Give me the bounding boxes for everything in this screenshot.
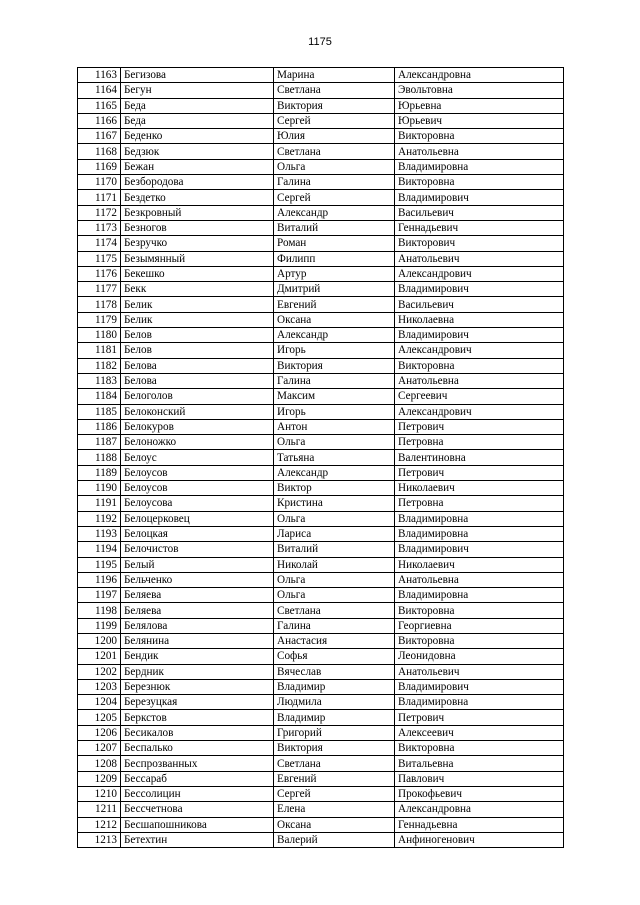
patronymic-cell: Юрьевна xyxy=(395,98,564,113)
row-number-cell: 1211 xyxy=(78,802,121,817)
first-name-cell: Александр xyxy=(274,465,395,480)
patronymic-cell: Владимирович xyxy=(395,542,564,557)
patronymic-cell: Петрович xyxy=(395,710,564,725)
row-number-cell: 1190 xyxy=(78,481,121,496)
first-name-cell: Артур xyxy=(274,266,395,281)
patronymic-cell: Юрьевич xyxy=(395,113,564,128)
patronymic-cell: Васильевич xyxy=(395,297,564,312)
first-name-cell: Ольга xyxy=(274,511,395,526)
row-number-cell: 1187 xyxy=(78,435,121,450)
last-name-cell: Белоножко xyxy=(121,435,274,450)
row-number-cell: 1188 xyxy=(78,450,121,465)
table-row xyxy=(78,98,564,113)
table-row xyxy=(78,664,564,679)
first-name-cell: Людмила xyxy=(274,695,395,710)
patronymic-cell: Васильевич xyxy=(395,205,564,220)
row-number-cell: 1207 xyxy=(78,741,121,756)
patronymic-cell: Викторовна xyxy=(395,741,564,756)
last-name-cell: Бердник xyxy=(121,664,274,679)
row-number-cell: 1163 xyxy=(78,68,121,83)
patronymic-cell: Николаевна xyxy=(395,312,564,327)
last-name-cell: Бельченко xyxy=(121,572,274,587)
table-row xyxy=(78,542,564,557)
first-name-cell: Оксана xyxy=(274,817,395,832)
last-name-cell: Бежан xyxy=(121,159,274,174)
first-name-cell: Сергей xyxy=(274,786,395,801)
table-row xyxy=(78,435,564,450)
row-number-cell: 1183 xyxy=(78,373,121,388)
table-row xyxy=(78,68,564,83)
row-number-cell: 1182 xyxy=(78,358,121,373)
table-row xyxy=(78,83,564,98)
table-row xyxy=(78,832,564,847)
first-name-cell: Ольга xyxy=(274,435,395,450)
row-number-cell: 1198 xyxy=(78,603,121,618)
last-name-cell: Бетехтин xyxy=(121,832,274,847)
patronymic-cell: Владимировна xyxy=(395,695,564,710)
last-name-cell: Белов xyxy=(121,343,274,358)
last-name-cell: Белик xyxy=(121,297,274,312)
last-name-cell: Белоцерковец xyxy=(121,511,274,526)
first-name-cell: Виктория xyxy=(274,98,395,113)
table-row xyxy=(78,129,564,144)
row-number-cell: 1166 xyxy=(78,113,121,128)
row-number-cell: 1176 xyxy=(78,266,121,281)
last-name-cell: Беркстов xyxy=(121,710,274,725)
row-number-cell: 1200 xyxy=(78,633,121,648)
row-number-cell: 1179 xyxy=(78,312,121,327)
patronymic-cell: Петровна xyxy=(395,496,564,511)
last-name-cell: Бесшапошникова xyxy=(121,817,274,832)
row-number-cell: 1177 xyxy=(78,282,121,297)
table-row xyxy=(78,236,564,251)
first-name-cell: Кристина xyxy=(274,496,395,511)
first-name-cell: Юлия xyxy=(274,129,395,144)
patronymic-cell: Анатольевна xyxy=(395,144,564,159)
first-name-cell: Владимир xyxy=(274,710,395,725)
first-name-cell: Марина xyxy=(274,68,395,83)
table-row xyxy=(78,389,564,404)
patronymic-cell: Валентиновна xyxy=(395,450,564,465)
last-name-cell: Белочистов xyxy=(121,542,274,557)
last-name-cell: Беда xyxy=(121,113,274,128)
last-name-cell: Белова xyxy=(121,373,274,388)
row-number-cell: 1181 xyxy=(78,343,121,358)
table-row xyxy=(78,633,564,648)
last-name-cell: Белоус xyxy=(121,450,274,465)
first-name-cell: Дмитрий xyxy=(274,282,395,297)
table-row xyxy=(78,266,564,281)
first-name-cell: Ольга xyxy=(274,159,395,174)
patronymic-cell: Владимирович xyxy=(395,328,564,343)
table-row xyxy=(78,649,564,664)
table-row xyxy=(78,159,564,174)
last-name-cell: Безногов xyxy=(121,220,274,235)
row-number-cell: 1186 xyxy=(78,419,121,434)
patronymic-cell: Анатольевич xyxy=(395,664,564,679)
patronymic-cell: Петрович xyxy=(395,465,564,480)
last-name-cell: Белоусов xyxy=(121,465,274,480)
table-row xyxy=(78,465,564,480)
last-name-cell: Беспалько xyxy=(121,741,274,756)
table-row xyxy=(78,282,564,297)
row-number-cell: 1212 xyxy=(78,817,121,832)
first-name-cell: Филипп xyxy=(274,251,395,266)
first-name-cell: Светлана xyxy=(274,756,395,771)
first-name-cell: Анастасия xyxy=(274,633,395,648)
row-number-cell: 1173 xyxy=(78,220,121,235)
last-name-cell: Белоусова xyxy=(121,496,274,511)
patronymic-cell: Эвольтовна xyxy=(395,83,564,98)
table-row xyxy=(78,603,564,618)
first-name-cell: Александр xyxy=(274,328,395,343)
patronymic-cell: Викторовна xyxy=(395,603,564,618)
first-name-cell: Максим xyxy=(274,389,395,404)
table-row xyxy=(78,251,564,266)
patronymic-cell: Александрович xyxy=(395,404,564,419)
row-number-cell: 1203 xyxy=(78,679,121,694)
patronymic-cell: Анфиногенович xyxy=(395,832,564,847)
patronymic-cell: Викторович xyxy=(395,236,564,251)
table-row xyxy=(78,695,564,710)
row-number-cell: 1165 xyxy=(78,98,121,113)
first-name-cell: Александр xyxy=(274,205,395,220)
first-name-cell: Елена xyxy=(274,802,395,817)
patronymic-cell: Владимировна xyxy=(395,526,564,541)
first-name-cell: Галина xyxy=(274,618,395,633)
first-name-cell: Игорь xyxy=(274,404,395,419)
last-name-cell: Белоголов xyxy=(121,389,274,404)
table-row xyxy=(78,802,564,817)
roster-table xyxy=(77,67,564,848)
patronymic-cell: Владимировна xyxy=(395,159,564,174)
row-number-cell: 1201 xyxy=(78,649,121,664)
first-name-cell: Татьяна xyxy=(274,450,395,465)
first-name-cell: Григорий xyxy=(274,725,395,740)
last-name-cell: Белый xyxy=(121,557,274,572)
last-name-cell: Белова xyxy=(121,358,274,373)
row-number-cell: 1191 xyxy=(78,496,121,511)
patronymic-cell: Петрович xyxy=(395,419,564,434)
table-row xyxy=(78,481,564,496)
patronymic-cell: Александровна xyxy=(395,68,564,83)
patronymic-cell: Александровна xyxy=(395,802,564,817)
row-number-cell: 1199 xyxy=(78,618,121,633)
last-name-cell: Бессолицин xyxy=(121,786,274,801)
table-row xyxy=(78,496,564,511)
first-name-cell: Сергей xyxy=(274,190,395,205)
first-name-cell: Лариса xyxy=(274,526,395,541)
table-row xyxy=(78,220,564,235)
row-number-cell: 1189 xyxy=(78,465,121,480)
first-name-cell: Галина xyxy=(274,373,395,388)
last-name-cell: Беда xyxy=(121,98,274,113)
patronymic-cell: Александрович xyxy=(395,266,564,281)
table-row xyxy=(78,144,564,159)
last-name-cell: Бесикалов xyxy=(121,725,274,740)
first-name-cell: Светлана xyxy=(274,83,395,98)
row-number-cell: 1178 xyxy=(78,297,121,312)
row-number-cell: 1193 xyxy=(78,526,121,541)
patronymic-cell: Прокофьевич xyxy=(395,786,564,801)
table-row xyxy=(78,404,564,419)
patronymic-cell: Георгиевна xyxy=(395,618,564,633)
table-row xyxy=(78,113,564,128)
first-name-cell: Софья xyxy=(274,649,395,664)
patronymic-cell: Владимировна xyxy=(395,511,564,526)
first-name-cell: Евгений xyxy=(274,771,395,786)
table-row xyxy=(78,419,564,434)
patronymic-cell: Геннадьевич xyxy=(395,220,564,235)
last-name-cell: Белокуров xyxy=(121,419,274,434)
row-number-cell: 1172 xyxy=(78,205,121,220)
first-name-cell: Владимир xyxy=(274,679,395,694)
row-number-cell: 1210 xyxy=(78,786,121,801)
last-name-cell: Бендик xyxy=(121,649,274,664)
first-name-cell: Виктор xyxy=(274,481,395,496)
patronymic-cell: Леонидовна xyxy=(395,649,564,664)
table-row xyxy=(78,343,564,358)
first-name-cell: Виталий xyxy=(274,220,395,235)
row-number-cell: 1169 xyxy=(78,159,121,174)
patronymic-cell: Павлович xyxy=(395,771,564,786)
last-name-cell: Бедзюк xyxy=(121,144,274,159)
first-name-cell: Валерий xyxy=(274,832,395,847)
table-row xyxy=(78,450,564,465)
table-row xyxy=(78,328,564,343)
row-number-cell: 1196 xyxy=(78,572,121,587)
table-row xyxy=(78,786,564,801)
row-number-cell: 1197 xyxy=(78,588,121,603)
first-name-cell: Оксана xyxy=(274,312,395,327)
table-row xyxy=(78,756,564,771)
patronymic-cell: Анатольевна xyxy=(395,373,564,388)
last-name-cell: Беляева xyxy=(121,603,274,618)
last-name-cell: Бегизова xyxy=(121,68,274,83)
table-row xyxy=(78,588,564,603)
patronymic-cell: Николаевич xyxy=(395,557,564,572)
last-name-cell: Безымянный xyxy=(121,251,274,266)
patronymic-cell: Владимирович xyxy=(395,190,564,205)
roster-table-body xyxy=(78,68,564,848)
row-number-cell: 1175 xyxy=(78,251,121,266)
table-row xyxy=(78,741,564,756)
row-number-cell: 1180 xyxy=(78,328,121,343)
last-name-cell: Белялова xyxy=(121,618,274,633)
last-name-cell: Белов xyxy=(121,328,274,343)
table-row xyxy=(78,526,564,541)
table-row xyxy=(78,572,564,587)
table-row xyxy=(78,679,564,694)
row-number-cell: 1174 xyxy=(78,236,121,251)
row-number-cell: 1213 xyxy=(78,832,121,847)
row-number-cell: 1164 xyxy=(78,83,121,98)
last-name-cell: Безбородова xyxy=(121,175,274,190)
row-number-cell: 1206 xyxy=(78,725,121,740)
last-name-cell: Березнюк xyxy=(121,679,274,694)
page-number: 1175 xyxy=(308,36,332,48)
last-name-cell: Бездетко xyxy=(121,190,274,205)
patronymic-cell: Владимировна xyxy=(395,588,564,603)
last-name-cell: Березуцкая xyxy=(121,695,274,710)
first-name-cell: Виталий xyxy=(274,542,395,557)
last-name-cell: Белоусов xyxy=(121,481,274,496)
table-row xyxy=(78,557,564,572)
last-name-cell: Беденко xyxy=(121,129,274,144)
row-number-cell: 1185 xyxy=(78,404,121,419)
patronymic-cell: Петровна xyxy=(395,435,564,450)
patronymic-cell: Владимирович xyxy=(395,679,564,694)
table-row xyxy=(78,511,564,526)
row-number-cell: 1194 xyxy=(78,542,121,557)
first-name-cell: Ольга xyxy=(274,572,395,587)
last-name-cell: Бессараб xyxy=(121,771,274,786)
first-name-cell: Евгений xyxy=(274,297,395,312)
patronymic-cell: Александрович xyxy=(395,343,564,358)
row-number-cell: 1184 xyxy=(78,389,121,404)
patronymic-cell: Викторовна xyxy=(395,358,564,373)
table-row xyxy=(78,771,564,786)
table-row xyxy=(78,817,564,832)
table-row xyxy=(78,710,564,725)
first-name-cell: Виктория xyxy=(274,358,395,373)
last-name-cell: Безкровный xyxy=(121,205,274,220)
first-name-cell: Игорь xyxy=(274,343,395,358)
first-name-cell: Вячеслав xyxy=(274,664,395,679)
row-number-cell: 1202 xyxy=(78,664,121,679)
table-row xyxy=(78,190,564,205)
row-number-cell: 1167 xyxy=(78,129,121,144)
row-number-cell: 1209 xyxy=(78,771,121,786)
patronymic-cell: Алексеевич xyxy=(395,725,564,740)
first-name-cell: Светлана xyxy=(274,603,395,618)
last-name-cell: Белоконский xyxy=(121,404,274,419)
patronymic-cell: Викторовна xyxy=(395,633,564,648)
patronymic-cell: Анатольевич xyxy=(395,251,564,266)
patronymic-cell: Николаевич xyxy=(395,481,564,496)
table-row xyxy=(78,373,564,388)
last-name-cell: Белянина xyxy=(121,633,274,648)
patronymic-cell: Анатольевна xyxy=(395,572,564,587)
table-row xyxy=(78,725,564,740)
row-number-cell: 1195 xyxy=(78,557,121,572)
first-name-cell: Роман xyxy=(274,236,395,251)
last-name-cell: Беляева xyxy=(121,588,274,603)
last-name-cell: Белоцкая xyxy=(121,526,274,541)
last-name-cell: Бекешко xyxy=(121,266,274,281)
first-name-cell: Николай xyxy=(274,557,395,572)
table-row xyxy=(78,175,564,190)
last-name-cell: Бессчетнова xyxy=(121,802,274,817)
patronymic-cell: Витальевна xyxy=(395,756,564,771)
table-row xyxy=(78,312,564,327)
first-name-cell: Ольга xyxy=(274,588,395,603)
patronymic-cell: Викторовна xyxy=(395,129,564,144)
last-name-cell: Бекк xyxy=(121,282,274,297)
table-row xyxy=(78,618,564,633)
table-row xyxy=(78,358,564,373)
patronymic-cell: Владимирович xyxy=(395,282,564,297)
last-name-cell: Бегун xyxy=(121,83,274,98)
patronymic-cell: Геннадьевна xyxy=(395,817,564,832)
row-number-cell: 1171 xyxy=(78,190,121,205)
row-number-cell: 1192 xyxy=(78,511,121,526)
first-name-cell: Антон xyxy=(274,419,395,434)
first-name-cell: Галина xyxy=(274,175,395,190)
last-name-cell: Безручко xyxy=(121,236,274,251)
patronymic-cell: Сергеевич xyxy=(395,389,564,404)
row-number-cell: 1208 xyxy=(78,756,121,771)
row-number-cell: 1168 xyxy=(78,144,121,159)
last-name-cell: Беспрозванных xyxy=(121,756,274,771)
last-name-cell: Белик xyxy=(121,312,274,327)
row-number-cell: 1170 xyxy=(78,175,121,190)
first-name-cell: Светлана xyxy=(274,144,395,159)
first-name-cell: Сергей xyxy=(274,113,395,128)
first-name-cell: Виктория xyxy=(274,741,395,756)
table-row xyxy=(78,205,564,220)
row-number-cell: 1205 xyxy=(78,710,121,725)
patronymic-cell: Викторовна xyxy=(395,175,564,190)
row-number-cell: 1204 xyxy=(78,695,121,710)
table-row xyxy=(78,297,564,312)
